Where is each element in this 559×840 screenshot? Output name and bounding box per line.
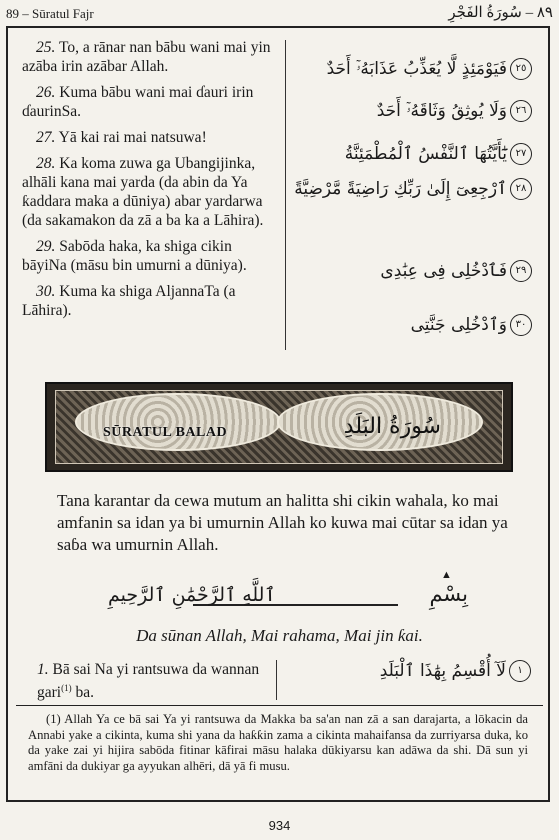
verse-number: 1. [37,661,49,678]
page-number: 934 [268,818,291,833]
basmala-translation: Da sūnan Allah, Mai rahama, Mai jin ƙai. [136,626,423,645]
basmala-bism: بِسْمِ [429,582,468,606]
verse-30 [22,282,277,320]
ayah-marker: ٢٩ [510,260,532,282]
arabic-text: فَٱدْخُلِى فِى عِبَٰدِى [380,261,507,281]
arabic-verse-27 [345,143,532,165]
verse-number: 29. [36,238,56,255]
verse-26 [22,83,277,121]
arabic-verse-1 [380,660,531,682]
verse-text: To, a rānar nan bābu wani mai yin azāba irin azābar Allah. [22,39,271,75]
verse-number: 25. [36,39,56,56]
arabic-verse-25 [327,58,532,80]
surah-intro [57,490,527,556]
verse-number: 26. [36,84,56,101]
ayah-marker: ٢٥ [510,58,532,80]
verse-text-tail: ba. [71,684,94,702]
arabic-text: وَٱدْخُلِى جَنَّتِى [410,315,507,335]
ayah-marker: ١ [509,660,531,682]
ayah-marker: ٢٨ [510,178,532,200]
verse-text: Bā sai Na yi rantsuwa da wannan gari [37,661,260,702]
verse-text: Kuma bābu wani mai ɗauri irin ɗaurinSa. [22,84,254,120]
arabic-text: ٱرْجِعِىٓ إِلَىٰ رَبِّكِ رَاضِيَةً مَّرْضِيَّةً [294,179,507,199]
recitation-marker: ▲ [441,569,452,581]
column-divider-2 [276,660,277,700]
arabic-text: فَيَوْمَئِذٍ لَّا يُعَذِّبُ عَذَابَهُۥٓ أَحَدٌ [326,59,507,79]
verse-27 [22,128,277,147]
intro-text: Tana karantar da cewa mutum an halitta shi cikin wahala, ko mai amfanin sa idan ya bi umurnin Allah ko kuwa mai cūtar sa idan ya saɓa wa umurnin Allah. [57,491,508,554]
arabic-verse-29 [380,260,532,282]
running-header [6,5,553,23]
surah-title-arabic: سُورَةُ البَلَدِ [343,414,441,439]
banner-oval-left [75,393,281,451]
ayah-marker: ٢٧ [510,143,532,165]
arabic-verse-26 [377,100,532,122]
verse-29 [22,237,277,275]
basmala-rest: ٱللَّهِ ٱلرَّحْمَٰنِ ٱلرَّحِيمِ [108,584,276,606]
basmala [108,582,468,616]
verse-25 [22,38,277,76]
verse-1 [37,660,269,702]
verse-number: 27. [36,129,56,146]
footnote-text: (1) Allah Ya ce bā sai Ya yi rantsuwa da Makka ba sa'an nan zā a san darajarta, a lōkacin da Annabi yake a cikinta, kuma shi yana da haƙƙin zama a cikinta mahaifansa da zurriyarsa duka, ko da yake zai yi hijira sabōda fitinar kāfirai māsu halaka dūkiyarsu kan adāwa da shi. Dā sun yi amfāni da dukiyar ga ayyukan alhēri, dā yā fi musu. [28,712,528,773]
column-divider [285,40,286,350]
arabic-verse-30 [411,314,532,336]
ayah-marker: ٢٦ [510,100,532,122]
header-right-arabic: ٨٩ – سُورَةُ الفَجْرِ [448,5,553,21]
footnote-rule [16,705,543,706]
arabic-text: يَٰٓأَيَّتُهَا ٱلنَّفْسُ ٱلْمُطْمَئِنَّةُ [344,144,507,164]
verse-number: 30. [36,283,56,300]
verse-text: Sabōda haka, ka shiga cikin bāyiNa (māsu bin umurni a dūniya). [22,238,247,274]
arabic-verse-28 [294,178,532,200]
verse-text: Kuma ka shiga AljannaTa (a Lāhira). [22,283,236,319]
verse-text: Ka koma zuwa ga Ubangijinka, alhāli kana mai yarda (da abin da Ya ƙaddara maka a dūniya) abar yardarwa (da sakamakon da zā a ba ka a Lāhira). [22,155,264,229]
header-left: 89 – Sūratul Fajr [6,6,94,21]
surah-title-latin: SŪRATUL BALAD [103,425,228,440]
footnote [28,712,528,774]
arabic-text: لَآ أُقْسِمُ بِهَٰذَا ٱلْبَلَدِ [379,661,506,681]
verse-text: Yā kai rai mai natsuwa! [55,129,207,146]
footnote-ref: (1) [61,683,72,693]
verse-28 [22,154,277,230]
translation-column [22,38,277,327]
ayah-marker: ٣٠ [510,314,532,336]
surah-title-banner [45,382,513,472]
verse-number: 28. [36,155,56,172]
arabic-text: وَلَا يُوثِقُ وَثَاقَهُۥٓ أَحَدٌ [376,101,507,121]
